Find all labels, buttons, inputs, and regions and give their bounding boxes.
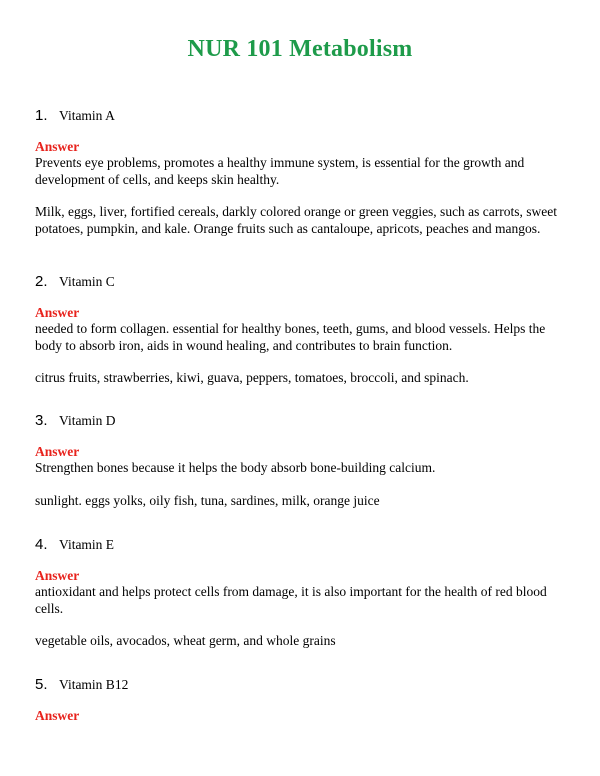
answer-label: Answer	[35, 305, 80, 320]
question-number: 2.	[35, 273, 48, 290]
question-heading	[35, 677, 565, 693]
answer-function-text: needed to form collagen. essential for healthy bones, teeth, gums, and blood vessels. Helps the body to absorb iron, aids in wound healing, and contributes to brain function.	[35, 321, 546, 353]
answer-function-text: Strengthen bones because it helps the body absorb bone-building calcium.	[35, 460, 436, 475]
question-label: Vitamin E	[59, 537, 115, 552]
question-label: Vitamin A	[59, 108, 115, 123]
answer-sources-text: Milk, eggs, liver, fortified cereals, darkly colored orange or green veggies, such as carrots, sweet potatoes, pumpkin, and kale. Orange fruits such as cantaloupe, apricots, peaches and mangos.	[35, 204, 558, 236]
question-1	[35, 108, 565, 237]
answer-label: Answer	[35, 444, 80, 459]
question-2	[35, 274, 565, 387]
question-heading	[35, 537, 565, 553]
question-label: Vitamin D	[59, 413, 116, 428]
question-number: 4.	[35, 536, 48, 553]
question-number: 1.	[35, 107, 48, 124]
question-number: 5.	[35, 676, 48, 693]
question-5	[35, 677, 565, 724]
question-heading	[35, 274, 565, 290]
answer-function-text: Prevents eye problems, promotes a healthy immune system, is essential for the growth and development of cells, and keeps skin healthy.	[35, 155, 525, 187]
answer-label: Answer	[35, 139, 80, 154]
answer-sources-text: vegetable oils, avocados, wheat germ, and whole grains	[35, 633, 336, 648]
question-4	[35, 537, 565, 650]
question-heading	[35, 108, 565, 124]
answer-label: Answer	[35, 568, 80, 583]
question-number: 3.	[35, 412, 48, 429]
page-title: NUR 101 Metabolism	[187, 36, 413, 62]
question-label: Vitamin B12	[59, 677, 129, 692]
answer-sources-text: citrus fruits, strawberries, kiwi, guava, peppers, tomatoes, broccoli, and spinach.	[35, 370, 469, 385]
question-heading	[35, 413, 565, 429]
question-label: Vitamin C	[59, 274, 115, 289]
question-3	[35, 413, 565, 509]
answer-sources-text: sunlight. eggs yolks, oily fish, tuna, sardines, milk, orange juice	[35, 492, 380, 508]
answer-label: Answer	[35, 708, 80, 723]
answer-function-text: antioxidant and helps protect cells from damage, it is also important for the health of red blood cells.	[35, 584, 547, 616]
